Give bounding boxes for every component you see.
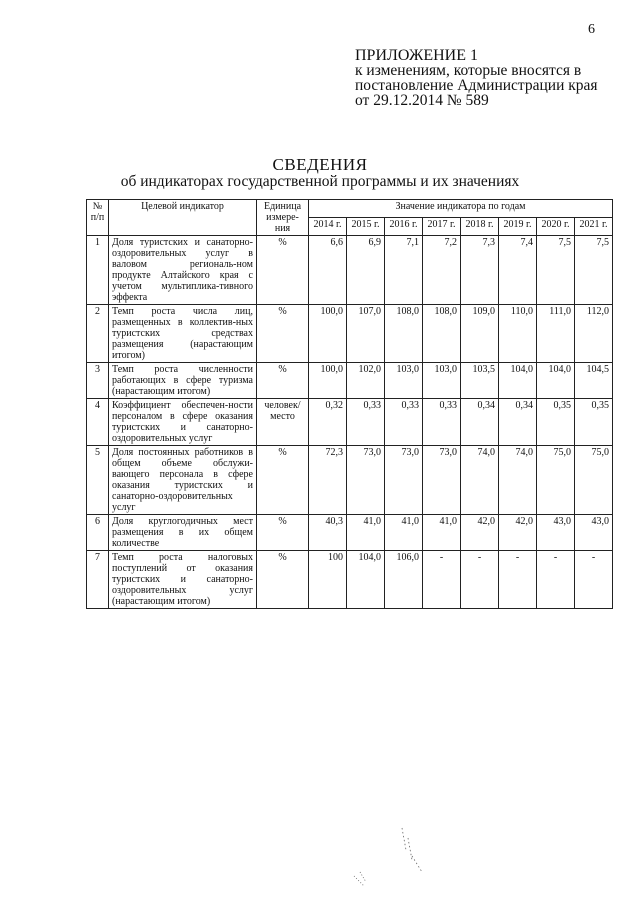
value-cell: - xyxy=(575,551,613,609)
appendix-line: от 29.12.2014 № 589 xyxy=(355,92,489,109)
value-cell: 0,35 xyxy=(537,399,575,446)
value-cell: 100,0 xyxy=(309,305,347,363)
table-row xyxy=(87,446,613,515)
unit-cell: % xyxy=(257,236,309,305)
value-cell: 74,0 xyxy=(461,446,499,515)
header-year: 2017 г. xyxy=(423,218,461,236)
value-cell: 40,3 xyxy=(309,515,347,551)
row-number: 4 xyxy=(87,399,109,446)
value-cell: 75,0 xyxy=(575,446,613,515)
value-cell: 74,0 xyxy=(499,446,537,515)
unit-cell: % xyxy=(257,363,309,399)
appendix-title: ПРИЛОЖЕНИЕ 1 xyxy=(355,47,479,64)
value-cell: 0,33 xyxy=(385,399,423,446)
value-cell: 73,0 xyxy=(347,446,385,515)
unit-cell: % xyxy=(257,446,309,515)
value-cell: 43,0 xyxy=(575,515,613,551)
header-unit: Единица измере-ния xyxy=(257,200,309,236)
appendix-block xyxy=(355,48,598,108)
row-number: 3 xyxy=(87,363,109,399)
value-cell: 73,0 xyxy=(423,446,461,515)
value-cell: 100 xyxy=(309,551,347,609)
value-cell: 41,0 xyxy=(347,515,385,551)
value-cell: - xyxy=(423,551,461,609)
value-cell: 100,0 xyxy=(309,363,347,399)
value-cell: 0,34 xyxy=(499,399,537,446)
value-cell: - xyxy=(499,551,537,609)
unit-cell: % xyxy=(257,551,309,609)
value-cell: 109,0 xyxy=(461,305,499,363)
value-cell: 107,0 xyxy=(347,305,385,363)
header-row xyxy=(87,200,613,218)
value-cell: 0,32 xyxy=(309,399,347,446)
value-cell: 0,34 xyxy=(461,399,499,446)
appendix-line: постановление Администрации края xyxy=(355,77,598,94)
value-cell: 73,0 xyxy=(385,446,423,515)
value-cell: 102,0 xyxy=(347,363,385,399)
value-cell: 41,0 xyxy=(423,515,461,551)
table-row xyxy=(87,515,613,551)
unit-cell: человек/ место xyxy=(257,399,309,446)
value-cell: 7,3 xyxy=(461,236,499,305)
header-values-group: Значение индикатора по годам xyxy=(309,200,613,218)
value-cell: 41,0 xyxy=(385,515,423,551)
value-cell: 7,1 xyxy=(385,236,423,305)
indicator-name: Темп роста налоговых поступлений от оказания туристских и санаторно-оздоровительных услуг (нарастающим итогом) xyxy=(109,551,257,609)
value-cell: 111,0 xyxy=(537,305,575,363)
table-row xyxy=(87,551,613,609)
value-cell: 72,3 xyxy=(309,446,347,515)
indicator-name: Доля круглогодичных мест размещения в их общем количестве xyxy=(109,515,257,551)
row-number: 7 xyxy=(87,551,109,609)
indicator-name: Доля постоянных работников в общем объеме обслужи-вающего персонала в сфере оказания туристских и санаторно-оздоровительных услуг xyxy=(109,446,257,515)
table-row xyxy=(87,363,613,399)
value-cell: 104,0 xyxy=(537,363,575,399)
value-cell: 103,0 xyxy=(385,363,423,399)
value-cell: 103,5 xyxy=(461,363,499,399)
pen-marks xyxy=(350,820,450,890)
indicator-name: Коэффициент обеспечен-ности персоналом в сфере оказания туристских и санаторно-оздоровительных услуг xyxy=(109,399,257,446)
row-number: 2 xyxy=(87,305,109,363)
value-cell: 106,0 xyxy=(385,551,423,609)
header-year: 2016 г. xyxy=(385,218,423,236)
value-cell: 7,5 xyxy=(575,236,613,305)
value-cell: 7,5 xyxy=(537,236,575,305)
value-cell: 75,0 xyxy=(537,446,575,515)
value-cell: 104,0 xyxy=(347,551,385,609)
table-row xyxy=(87,236,613,305)
header-year: 2019 г. xyxy=(499,218,537,236)
unit-cell: % xyxy=(257,515,309,551)
header-num: № п/п xyxy=(87,200,109,236)
indicator-name: Темп роста числа лиц, размещенных в коллектив-ных туристских средствах размещения (нарастающим итогом) xyxy=(109,305,257,363)
indicator-name: Темп роста численности работающих в сфере туризма (нарастающим итогом) xyxy=(109,363,257,399)
document-subtitle: об индикаторах государственной программы и их значениях xyxy=(120,173,520,190)
value-cell: 0,33 xyxy=(423,399,461,446)
header-year: 2014 г. xyxy=(309,218,347,236)
value-cell: 104,0 xyxy=(499,363,537,399)
value-cell: 108,0 xyxy=(385,305,423,363)
header-year: 2021 г. xyxy=(575,218,613,236)
row-number: 5 xyxy=(87,446,109,515)
value-cell: - xyxy=(537,551,575,609)
value-cell: 108,0 xyxy=(423,305,461,363)
value-cell: 104,5 xyxy=(575,363,613,399)
document-heading xyxy=(0,156,640,190)
value-cell: 6,6 xyxy=(309,236,347,305)
row-number: 6 xyxy=(87,515,109,551)
value-cell: 6,9 xyxy=(347,236,385,305)
table-row xyxy=(87,305,613,363)
header-year: 2020 г. xyxy=(537,218,575,236)
value-cell: 112,0 xyxy=(575,305,613,363)
value-cell: 0,33 xyxy=(347,399,385,446)
indicators-table xyxy=(86,199,613,609)
value-cell: 43,0 xyxy=(537,515,575,551)
header-indicator: Целевой индикатор xyxy=(109,200,257,236)
unit-cell: % xyxy=(257,305,309,363)
value-cell: 0,35 xyxy=(575,399,613,446)
value-cell: 110,0 xyxy=(499,305,537,363)
table-row xyxy=(87,399,613,446)
value-cell: - xyxy=(461,551,499,609)
value-cell: 42,0 xyxy=(499,515,537,551)
row-number: 1 xyxy=(87,236,109,305)
value-cell: 7,2 xyxy=(423,236,461,305)
header-year: 2015 г. xyxy=(347,218,385,236)
document-title: СВЕДЕНИЯ xyxy=(272,155,368,174)
value-cell: 7,4 xyxy=(499,236,537,305)
value-cell: 103,0 xyxy=(423,363,461,399)
page-number: 6 xyxy=(588,22,595,37)
header-year: 2018 г. xyxy=(461,218,499,236)
indicator-name: Доля туристских и санаторно-оздоровительных услуг в валовом региональ-ном продукте Алтайского края с учетом мультиплика-тивного эффекта xyxy=(109,236,257,305)
appendix-line: к изменениям, которые вносятся в xyxy=(355,62,582,79)
value-cell: 42,0 xyxy=(461,515,499,551)
